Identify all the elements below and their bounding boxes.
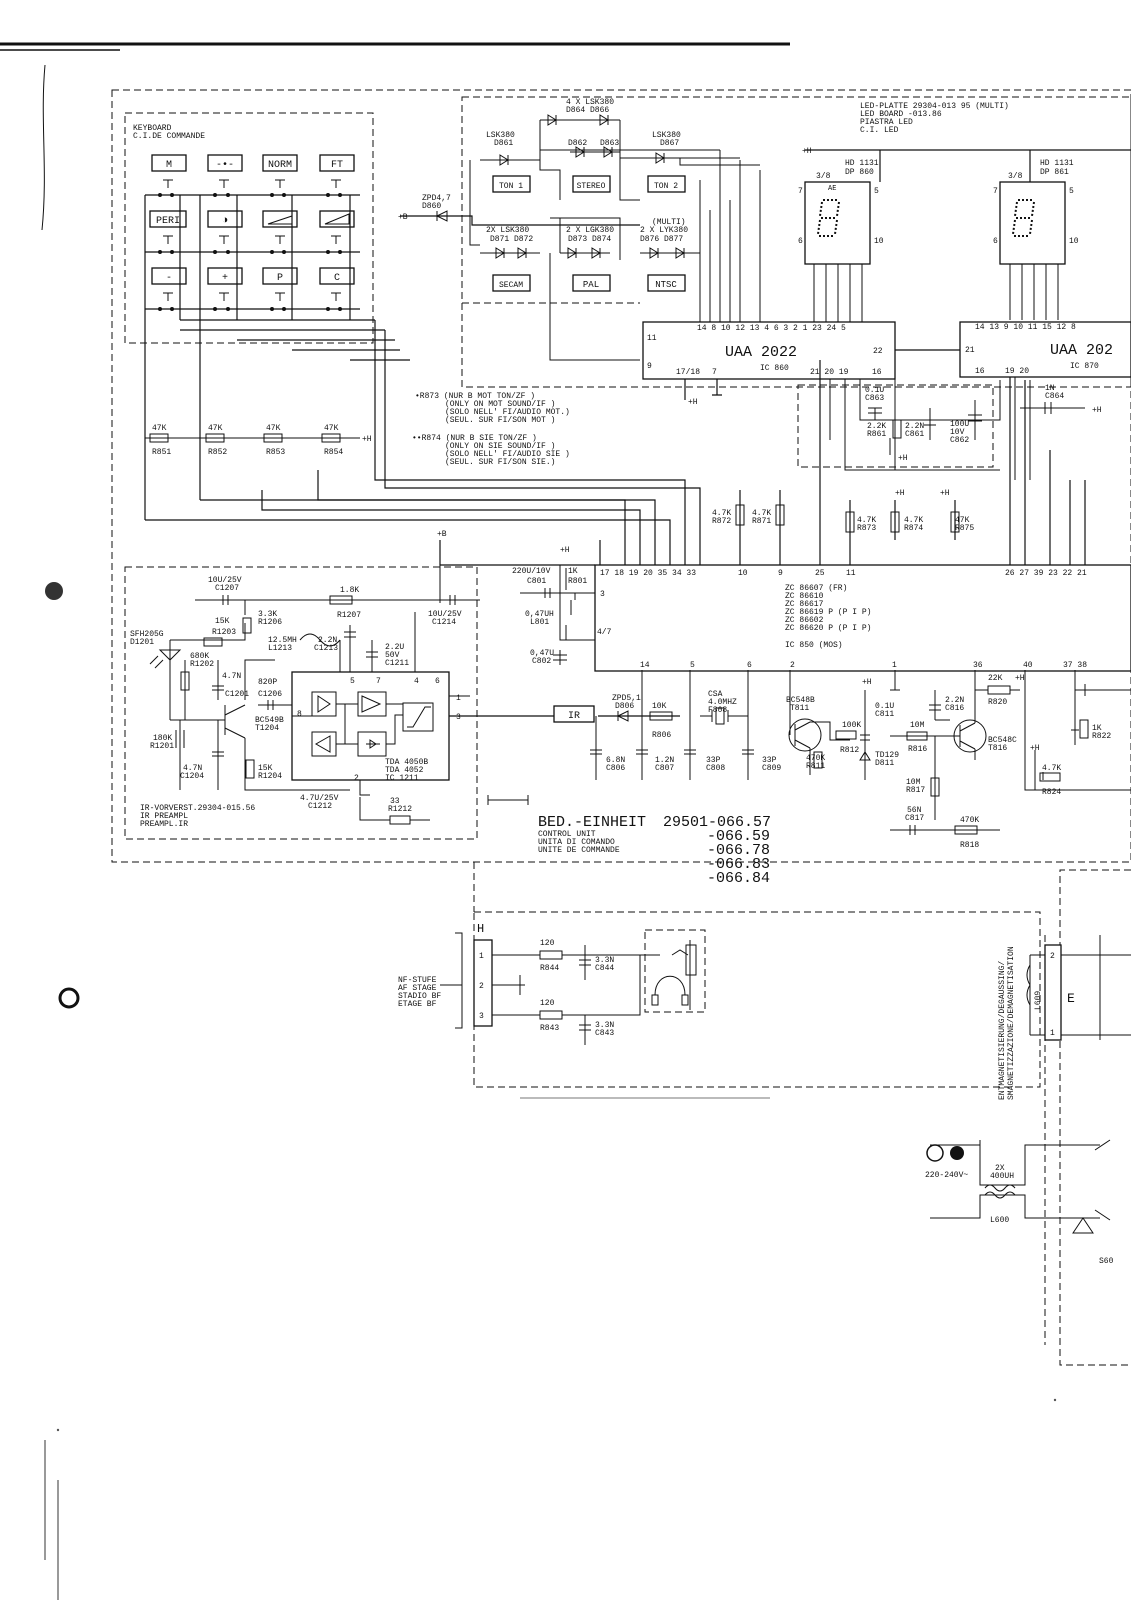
c1212-ref: C1212 xyxy=(308,802,333,811)
diode-label: (MULTI) xyxy=(652,218,686,227)
d860-value: ZPD4,7 xyxy=(422,194,451,203)
r820-ref: R820 xyxy=(988,698,1008,707)
c864-value: 1N xyxy=(1045,384,1055,393)
c863-ref: C863 xyxy=(865,394,885,403)
degauss-line: SMAGNETIZZAZIONE/DEMAGNETISATION xyxy=(1007,946,1016,1100)
r1201-value: 180K xyxy=(153,734,173,743)
r812-ref: R812 xyxy=(840,746,860,755)
r1203-value: 15K xyxy=(215,617,230,626)
svg-text:+B: +B xyxy=(398,213,408,222)
svg-text:17/18: 17/18 xyxy=(676,368,701,377)
display-ref: DP 861 xyxy=(1040,168,1069,177)
r801-ref: R801 xyxy=(568,577,588,586)
control-unit-subtitle: UNITA DI COMANDO xyxy=(538,838,615,847)
ic850-box xyxy=(595,565,1131,671)
key-contrast: ◑ xyxy=(221,215,229,227)
binding-hole xyxy=(60,989,78,1007)
t816-ref: T816 xyxy=(988,744,1008,753)
ir-preamp-title: IR-VORVERST.29304-015.56 xyxy=(140,804,256,813)
r817-value: 10M xyxy=(906,778,921,787)
key-dash: -•- xyxy=(215,160,235,171)
c811-ref: C811 xyxy=(875,710,895,719)
diode-label: D862 xyxy=(568,139,588,148)
svg-text:3/8: 3/8 xyxy=(816,172,831,181)
note-r873: •R873 (NUR B MOT TON/ZF ) xyxy=(415,392,536,401)
svg-text:5: 5 xyxy=(1069,187,1074,196)
c801-ref: C801 xyxy=(527,577,547,586)
svg-text:+H: +H xyxy=(1030,744,1040,753)
c1212-value: 4.7U/25V xyxy=(300,794,339,803)
svg-text:9: 9 xyxy=(778,569,783,578)
c1213-value: 2.2N xyxy=(318,636,338,645)
svg-text:6: 6 xyxy=(747,661,752,670)
t811-ref: T811 xyxy=(790,704,810,713)
l1213-value: 12.5MH xyxy=(268,636,297,645)
control-unit-subtitle: UNITE DE COMMANDE xyxy=(538,846,620,855)
d811-ref: D811 xyxy=(875,759,895,768)
binding-hole xyxy=(45,582,63,600)
r1203-ref: R1203 xyxy=(212,628,237,637)
r875-value: 47K xyxy=(955,516,970,525)
svg-text:3/8: 3/8 xyxy=(1008,172,1023,181)
svg-text:+H: +H xyxy=(1015,674,1025,683)
indicator-secam: SECAM xyxy=(498,281,524,290)
r1212-value: 33 xyxy=(390,797,400,806)
svg-text:1: 1 xyxy=(1050,1029,1055,1038)
c844-ref: C844 xyxy=(595,964,615,973)
svg-text:37 38: 37 38 xyxy=(1063,661,1088,670)
seven-segment-display-dp860 xyxy=(798,147,1131,322)
r874-value: 4.7K xyxy=(904,516,924,525)
c1206-value: 820P xyxy=(258,678,278,687)
keyboard-title: KEYBOARD xyxy=(133,124,172,133)
svg-text:4: 4 xyxy=(414,677,419,686)
r818-ref: R818 xyxy=(960,841,980,850)
nf-stage-line: STADIO BF xyxy=(398,992,442,1001)
control-unit-boundary xyxy=(112,90,1131,862)
r1202-value: 680K xyxy=(190,652,210,661)
c1214-value: 10U/25V xyxy=(428,610,462,619)
ic1211-name: TDA 4050B xyxy=(385,758,429,767)
r801-value: 1K xyxy=(568,567,578,576)
r854-ref: R854 xyxy=(324,448,344,457)
r853-value: 47K xyxy=(266,424,281,433)
key-grid xyxy=(145,155,410,520)
key-plus: + xyxy=(221,273,229,284)
svg-text:6: 6 xyxy=(798,237,803,246)
svg-text:6: 6 xyxy=(435,677,440,686)
c809-value: 33P xyxy=(762,756,777,765)
s60-label: S60 xyxy=(1099,1257,1114,1266)
headphones-icon xyxy=(652,976,688,1005)
l609-label: L609 xyxy=(1034,990,1043,1010)
nf-stage-boundary xyxy=(474,912,1040,1087)
svg-text:1: 1 xyxy=(892,661,897,670)
c1204-ref: C1204 xyxy=(180,772,205,781)
d806-ref: D806 xyxy=(615,702,635,711)
f808-ref: F808 xyxy=(708,706,728,715)
ir-preamp-line: PREAMPL.IR xyxy=(140,820,189,829)
c807-value: 1.2N xyxy=(655,756,675,765)
svg-text:1: 1 xyxy=(456,694,461,703)
svg-text:5: 5 xyxy=(690,661,695,670)
r816-ref: R816 xyxy=(908,745,928,754)
note-r873-line: (SEUL. SUR FI/SON MOT ) xyxy=(445,416,556,425)
svg-text:+H: +H xyxy=(560,546,570,555)
led-board-line-3: PIASTRA LED xyxy=(860,118,913,127)
note-r874-line: (ONLY ON SIE SOUND/IF ) xyxy=(445,442,556,451)
degauss-title: ENTMAGNETISIERUNG/DEGAUSSING/ xyxy=(998,960,1007,1100)
r1206-value: 3.3K xyxy=(258,610,278,619)
nf-stage-line: AF STAGE xyxy=(398,984,437,993)
svg-text:16: 16 xyxy=(975,367,985,376)
svg-text:40: 40 xyxy=(1023,661,1033,670)
ic1211-ref: IC 1211 xyxy=(385,774,419,783)
c1201-ref: C1201 xyxy=(225,690,250,699)
control-unit-number: 29501-066.57 xyxy=(663,814,772,831)
c806-value: 6.8N xyxy=(606,756,626,765)
t811-value: BC548B xyxy=(786,696,815,705)
control-unit-variant: -066.78 xyxy=(707,842,771,859)
svg-text:21 20 19: 21 20 19 xyxy=(810,368,849,377)
key-ft: FT xyxy=(330,160,344,171)
diode-label: D871 D872 xyxy=(490,235,534,244)
diode-label: D867 xyxy=(660,139,680,148)
diode-label: D864 D866 xyxy=(566,106,610,115)
display-name: HD 1131 xyxy=(845,159,879,168)
svg-text:2: 2 xyxy=(1050,952,1055,961)
svg-text:14 13 9 10 11 15 12 8: 14 13 9 10 11 15 12 8 xyxy=(975,323,1076,332)
note-r873-line: (ONLY ON MOT SOUND/IF ) xyxy=(445,400,556,409)
r873-ref: R873 xyxy=(857,524,877,533)
svg-text:+H: +H xyxy=(1092,406,1102,415)
ic850-line: ZC 86602 xyxy=(785,616,824,625)
scan-artifact xyxy=(42,65,45,230)
indicator-ntsc: NTSC xyxy=(655,280,677,290)
c1211-ref: C1211 xyxy=(385,659,410,668)
c808-ref: C808 xyxy=(706,764,726,773)
l801-value: 0,47UH xyxy=(525,610,554,619)
scan-artifacts xyxy=(57,1097,1056,1431)
control-unit-subtitle: CONTROL UNIT xyxy=(538,830,596,839)
ic850-line-1: ZC 86607 (FR) xyxy=(785,584,848,593)
svg-text:2: 2 xyxy=(479,982,484,991)
svg-text:+B: +B xyxy=(437,530,447,539)
c807-ref: C807 xyxy=(655,764,675,773)
t816-value: BC548C xyxy=(988,736,1017,745)
r871-ref: R871 xyxy=(752,517,772,526)
nf-stage-line: ETAGE BF xyxy=(398,1000,437,1009)
nf-stage-wiring xyxy=(492,945,660,1045)
note-r873-line: (SOLO NELL' FI/AUDIO MOT.) xyxy=(445,408,570,417)
svg-text:5: 5 xyxy=(350,677,355,686)
indicator-ton2: TON 2 xyxy=(653,182,679,191)
r851-ref: R851 xyxy=(152,448,172,457)
r852-ref: R852 xyxy=(208,448,228,457)
r820-value: 22K xyxy=(988,674,1003,683)
r872-ref: R872 xyxy=(712,517,732,526)
c1207-ref: C1207 xyxy=(215,584,240,593)
c864-ref: C864 xyxy=(1045,392,1065,401)
diode-label: D873 D874 xyxy=(568,235,612,244)
ic1211-line: TDA 4052 xyxy=(385,766,424,775)
svg-text:36: 36 xyxy=(973,661,983,670)
c844-value: 3.3N xyxy=(595,956,615,965)
key-m: M xyxy=(165,160,173,171)
nf-stage-title: NF-STUFE xyxy=(398,976,437,985)
key-minus: - xyxy=(165,273,173,284)
d806-value: ZPD5,1 xyxy=(612,694,641,703)
indicator-stereo: STEREO xyxy=(576,182,606,191)
c862-value: 100U xyxy=(950,420,970,429)
c801-value: 220U/10V xyxy=(512,567,551,576)
r1204-ref: R1204 xyxy=(258,772,283,781)
ic860-name: UAA 2022 xyxy=(725,344,798,361)
d1201-value: SFH205G xyxy=(130,630,164,639)
keyboard-subtitle: C.I.DE COMMANDE xyxy=(133,132,206,141)
c1213-ref: C1213 xyxy=(314,644,339,653)
ic850-ref: IC 850 (MOS) xyxy=(785,641,843,650)
l600-ref: L600 xyxy=(990,1216,1010,1225)
r1201-ref: R1201 xyxy=(150,742,175,751)
r853-ref: R853 xyxy=(266,448,286,457)
f808-value2: 4.0MHZ xyxy=(708,698,737,707)
connector-e-label: E xyxy=(1067,991,1075,1006)
r1204-value: 15K xyxy=(258,764,273,773)
ir-preamp-line: IR PREAMPL xyxy=(140,812,189,821)
c806-ref: C806 xyxy=(606,764,626,773)
c862-value2: 10V xyxy=(950,428,965,437)
led-board-line-2: LED BOARD -013.86 xyxy=(860,110,942,119)
key-p: P xyxy=(276,273,284,284)
c843-ref: C843 xyxy=(595,1029,615,1038)
mains-boundary xyxy=(1060,870,1131,1365)
svg-text:11: 11 xyxy=(647,334,657,343)
led-board-line-1: LED-PLATTE 29304-013 95 (MULTI) xyxy=(860,102,1009,111)
svg-text:+H: +H xyxy=(362,435,372,444)
r811-value: 470K xyxy=(806,754,826,763)
svg-text:7: 7 xyxy=(712,368,717,377)
c861-ref: C861 xyxy=(905,430,925,439)
r843-ref: R843 xyxy=(540,1024,560,1033)
r1206-ref: R1206 xyxy=(258,618,283,627)
r811-ref: R811 xyxy=(806,762,826,771)
svg-text:7: 7 xyxy=(376,677,381,686)
c809-ref: C809 xyxy=(762,764,782,773)
control-unit-variant: -066.59 xyxy=(707,828,771,845)
display-ref: DP 860 xyxy=(845,168,874,177)
diode-label: 4 X LSK380 xyxy=(566,98,615,107)
key-norm: NORM xyxy=(267,160,293,171)
mains-terminal-filled xyxy=(950,1146,964,1160)
note-r874-line: (SOLO NELL' FI/AUDIO SIE ) xyxy=(445,450,570,459)
c1206-ref: C1206 xyxy=(258,690,283,699)
c1201-value: 4.7N xyxy=(222,672,242,681)
connector-h-label: H xyxy=(477,922,485,936)
l600-value: 400UH xyxy=(990,1172,1015,1181)
c811-value: 0.1U xyxy=(875,702,895,711)
r872-value: 4.7K xyxy=(712,509,732,518)
c1211-value: 2.2U xyxy=(385,643,405,652)
c862-ref: C862 xyxy=(950,436,970,445)
ic850-line: ZC 86617 xyxy=(785,600,824,609)
r824-ref: R824 xyxy=(1042,788,1062,797)
r1207-ref: R1207 xyxy=(337,611,362,620)
r854-value: 47K xyxy=(324,424,339,433)
svg-text:19 20: 19 20 xyxy=(1005,367,1030,376)
d811-value: TD129 xyxy=(875,751,900,760)
diode-label: 2 X LYK380 xyxy=(640,226,689,235)
r851-value: 47K xyxy=(152,424,167,433)
svg-text:+H: +H xyxy=(802,147,812,156)
c816-value: 2.2N xyxy=(945,696,965,705)
diode-label: LSK380 xyxy=(486,131,515,140)
r844-ref: R844 xyxy=(540,964,560,973)
svg-text:3: 3 xyxy=(456,713,461,722)
svg-text:17 18 19 20 35 34 33: 17 18 19 20 35 34 33 xyxy=(600,569,697,578)
svg-text:14 8 10 12 13 4 6 3 2 1 23 24: 14 8 10 12 13 4 6 3 2 1 23 24 5 xyxy=(697,324,846,333)
r818-value: 470K xyxy=(960,816,980,825)
diode-label: D863 xyxy=(600,139,620,148)
r843-value: 120 xyxy=(540,999,555,1008)
svg-text:+H: +H xyxy=(898,454,908,463)
svg-text:+H: +H xyxy=(862,678,872,687)
svg-text:2: 2 xyxy=(790,661,795,670)
d1201-ref: D1201 xyxy=(130,638,155,647)
ic870-ref: IC 870 xyxy=(1070,362,1099,371)
c802-ref: C802 xyxy=(532,657,552,666)
ic870-name: UAA 202 xyxy=(1050,342,1114,359)
control-unit-variant: -066.84 xyxy=(707,870,771,887)
r874-ref: R874 xyxy=(904,524,924,533)
seven-segment-display-dp861 xyxy=(993,150,1079,320)
c1211-value2: 50V xyxy=(385,651,400,660)
ic850-line: ZC 86619 P (P I P) xyxy=(785,608,872,617)
r861-value: 2.2K xyxy=(867,422,887,431)
c817-ref: C817 xyxy=(905,814,925,823)
indicator-pal: PAL xyxy=(582,280,600,290)
r861-ref: R861 xyxy=(867,430,887,439)
svg-text:10: 10 xyxy=(738,569,748,578)
svg-text:16: 16 xyxy=(872,368,882,377)
indicator-ton1: TON 1 xyxy=(498,182,524,191)
c1204-value: 4.7N xyxy=(183,764,203,773)
note-r874-line: (SEUL. SUR FI/SON SIE.) xyxy=(445,458,556,467)
control-unit-title: BED.-EINHEIT xyxy=(538,814,647,831)
svg-text:3: 3 xyxy=(600,590,605,599)
key-c: C xyxy=(333,273,341,284)
r822-value: 1K xyxy=(1092,724,1102,733)
svg-text:10: 10 xyxy=(874,237,884,246)
c843-value: 3.3N xyxy=(595,1021,615,1030)
control-unit-variant: -066.83 xyxy=(707,856,771,873)
c808-value: 33P xyxy=(706,756,721,765)
svg-text:3: 3 xyxy=(479,1012,484,1021)
svg-text:+H: +H xyxy=(940,489,950,498)
c1214-ref: C1214 xyxy=(432,618,457,627)
r806-ref: R806 xyxy=(652,731,672,740)
c1207-value: 10U/25V xyxy=(208,576,242,585)
r816-value: 10M xyxy=(910,721,925,730)
r822-ref: R822 xyxy=(1092,732,1112,741)
ir-tag-label: IR xyxy=(567,711,581,722)
diode-label: LSK380 xyxy=(652,131,681,140)
diode-label: 2X LSK380 xyxy=(486,226,530,235)
mains-terminal-open xyxy=(927,1145,943,1161)
svg-text:AE: AE xyxy=(828,185,837,193)
svg-text:25: 25 xyxy=(815,569,825,578)
r817-ref: R817 xyxy=(906,786,926,795)
r824-value: 4.7K xyxy=(1042,764,1062,773)
diode-label: D861 xyxy=(494,139,514,148)
svg-text:21: 21 xyxy=(965,346,975,355)
svg-text:1: 1 xyxy=(479,952,484,961)
t1204-ref: T1204 xyxy=(255,724,280,733)
r875-ref: R875 xyxy=(955,524,975,533)
svg-text:4/7: 4/7 xyxy=(597,628,612,637)
ic860-ref: IC 860 xyxy=(760,364,789,373)
l1213-ref: L1213 xyxy=(268,644,293,653)
svg-text:26 27 39 23 22 21: 26 27 39 23 22 21 xyxy=(1005,569,1087,578)
svg-text:22: 22 xyxy=(873,347,883,356)
c861-value: 2.2N xyxy=(905,422,925,431)
key-peri: PERI xyxy=(155,216,181,227)
ic850-line: ZC 86620 P (P I P) xyxy=(785,624,872,633)
r871-value: 4.7K xyxy=(752,509,772,518)
svg-text:14: 14 xyxy=(640,661,650,670)
l600-count: 2X xyxy=(995,1164,1005,1173)
c863-value: 0.1U xyxy=(865,386,885,395)
c816-ref: C816 xyxy=(945,704,965,713)
svg-text:6: 6 xyxy=(993,237,998,246)
svg-text:7: 7 xyxy=(993,187,998,196)
note-r874: ••R874 (NUR B SIE TON/ZF ) xyxy=(412,434,537,443)
f808-value: CSA xyxy=(708,690,723,699)
svg-text:+H: +H xyxy=(895,489,905,498)
c802-value: 0,47U xyxy=(530,649,555,658)
display-name: HD 1131 xyxy=(1040,159,1074,168)
diode-label: 2 X LGK380 xyxy=(566,226,615,235)
d860-ref: D860 xyxy=(422,202,442,211)
l801-ref: L801 xyxy=(530,618,550,627)
r812-value: 100K xyxy=(842,721,862,730)
c817-value: 56N xyxy=(907,806,922,815)
svg-text:8: 8 xyxy=(297,710,302,719)
r873-value: 4.7K xyxy=(857,516,877,525)
r852-value: 47K xyxy=(208,424,223,433)
svg-text:10: 10 xyxy=(1069,237,1079,246)
ic850-line: ZC 86610 xyxy=(785,592,824,601)
r844-value: 120 xyxy=(540,939,555,948)
svg-text:9: 9 xyxy=(647,362,652,371)
svg-text:+H: +H xyxy=(688,398,698,407)
svg-text:11: 11 xyxy=(846,569,856,578)
r1207-value: 1.8K xyxy=(340,586,360,595)
led-board-line-4: C.I. LED xyxy=(860,126,899,135)
t1204-value: BC549B xyxy=(255,716,284,725)
svg-text:7: 7 xyxy=(798,187,803,196)
diode-label: D876 D877 xyxy=(640,235,684,244)
r1212-ref: R1212 xyxy=(388,805,413,814)
svg-text:2: 2 xyxy=(354,774,359,783)
r806-value: 10K xyxy=(652,702,667,711)
r1202-ref: R1202 xyxy=(190,660,215,669)
mains-voltage: 220-240V~ xyxy=(925,1171,969,1180)
warning-triangle-icon xyxy=(1073,1218,1093,1233)
svg-text:5: 5 xyxy=(874,187,879,196)
